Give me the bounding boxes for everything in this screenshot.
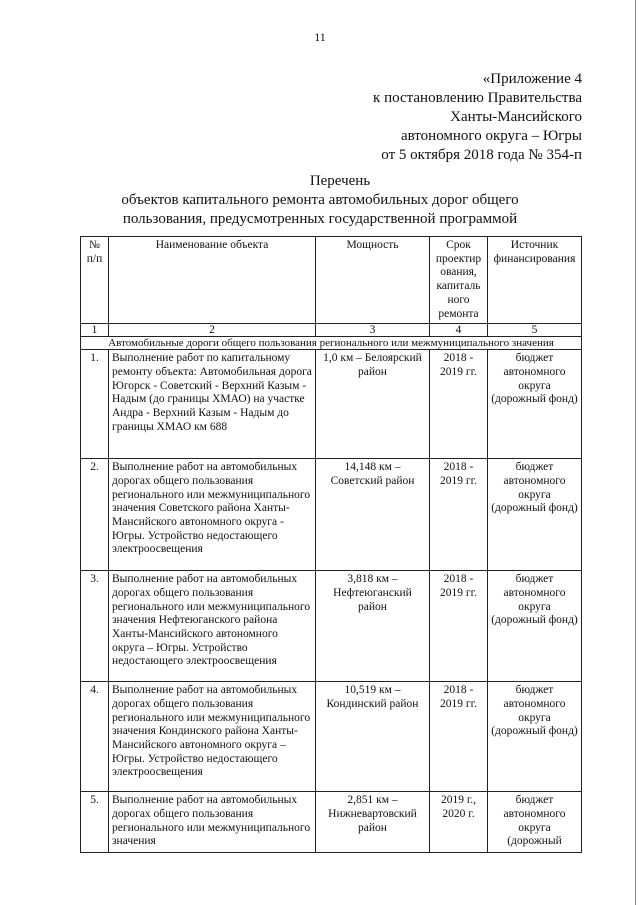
row-capacity: 14,148 км – Советский район — [316, 459, 430, 571]
row-object-name: Выполнение работ на автомобильных дорогах общего пользования регионального или межмуниципального значения Кондинского района Ханты-Мансийского автономного округа – Югры. Устройство недостающего электроосвещения — [109, 682, 316, 792]
header-source: Источник финансирования — [488, 237, 582, 324]
section-row — [81, 337, 582, 350]
table-row — [81, 459, 582, 571]
objects-table — [80, 236, 582, 853]
row-object-name: Выполнение работ на автомобильных дорогах общего пользования регионального или межмуниципального значения — [109, 792, 316, 853]
appendix-line-4: автономного округа – Югры — [400, 128, 582, 144]
row-term: 2019 г., 2020 г. — [430, 792, 488, 853]
row-term: 2018 - 2019 гг. — [430, 459, 488, 571]
appendix-line-3: Ханты-Мансийского — [450, 109, 582, 125]
title-line-3: пользования, предусмотренных государственной программой — [122, 211, 518, 227]
column-number: 1 — [81, 324, 109, 337]
table-row — [81, 571, 582, 682]
header-capacity: Мощность — [316, 237, 430, 324]
header-term: Срок проектир ования, капиталь ного ремонта — [430, 237, 488, 324]
header-name: Наименование объекта — [109, 237, 316, 324]
appendix-line-5: от 5 октября 2018 года № 354-п — [381, 147, 582, 163]
row-funding-source: бюджет автономного округа (дорожный — [488, 792, 582, 853]
page-number: 11 — [314, 30, 326, 44]
row-number: 5. — [81, 792, 109, 853]
row-capacity: 2,851 км – Нижневартовский район — [316, 792, 430, 853]
row-funding-source: бюджет автономного округа (дорожный фонд) — [488, 571, 582, 682]
header-num: № п/п — [81, 237, 109, 324]
row-number: 4. — [81, 682, 109, 792]
row-object-name: Выполнение работ на автомобильных дорогах общего пользования регионального или межмуниципального значения Нефтеюганского района Ханты-Мансийского автономного округа – Югры. Устройство недостающего электроосвещения — [109, 571, 316, 682]
row-capacity: 10,519 км – Кондинский район — [316, 682, 430, 792]
table-row — [81, 792, 582, 853]
row-capacity: 1,0 км – Белоярский район — [316, 350, 430, 459]
row-funding-source: бюджет автономного округа (дорожный фонд) — [488, 350, 582, 459]
appendix-block — [373, 70, 582, 165]
column-number: 2 — [109, 324, 316, 337]
title-line-1: Перечень — [309, 173, 371, 189]
column-number: 4 — [430, 324, 488, 337]
row-number: 2. — [81, 459, 109, 571]
row-term: 2018 - 2019 гг. — [430, 350, 488, 459]
table-row — [81, 350, 582, 459]
row-term: 2018 - 2019 гг. — [430, 571, 488, 682]
document-title — [0, 172, 640, 229]
table-row — [81, 682, 582, 792]
section-title: Автомобильные дороги общего пользования регионального или межмуниципального значения — [81, 337, 582, 350]
appendix-line-2: к постановлению Правительства — [373, 90, 582, 106]
row-term: 2018 - 2019 гг. — [430, 682, 488, 792]
appendix-line-1: «Приложение 4 — [482, 71, 582, 87]
row-funding-source: бюджет автономного округа (дорожный фонд) — [488, 682, 582, 792]
column-number-row — [81, 324, 582, 337]
title-line-2: объектов капитального ремонта автомобильных дорог общего — [121, 192, 519, 208]
row-funding-source: бюджет автономного округа (дорожный фонд) — [488, 459, 582, 571]
column-number: 5 — [488, 324, 582, 337]
row-object-name: Выполнение работ на автомобильных дорогах общего пользования регионального или межмуниципального значения Советского района Ханты-Мансийского автономного округа - Югры. Устройство недостающего электроосвещения — [109, 459, 316, 571]
row-capacity: 3,818 км – Нефтеюганский район — [316, 571, 430, 682]
scan-edge-line — [635, 0, 636, 905]
table-header-row — [81, 237, 582, 324]
row-number: 3. — [81, 571, 109, 682]
row-number: 1. — [81, 350, 109, 459]
column-number: 3 — [316, 324, 430, 337]
row-object-name: Выполнение работ по капитальному ремонту объекта: Автомобильная дорога Югорск - Советский - Верхний Казым - Надым (до границы ХМАО) на участке Андра - Верхний Казым - Надым до границы ХМАО км 688 — [109, 350, 316, 459]
